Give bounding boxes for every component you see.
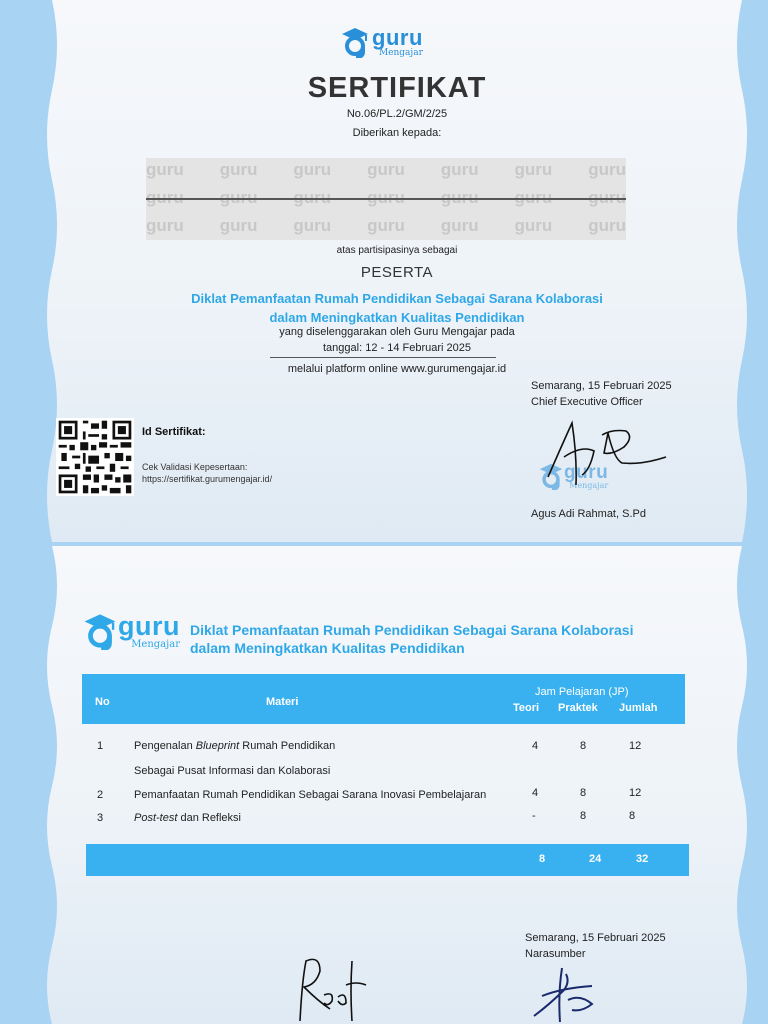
logo-subtitle: Mengajar	[131, 638, 180, 650]
row-materi-line2: Sebagai Pusat Informasi dan Kolaborasi	[134, 765, 331, 777]
given-to-label: Diberikan kepada:	[352, 127, 442, 139]
row-jumlah: 12	[629, 787, 642, 799]
course-title-line1: Diklat Pemanfaatan Rumah Pendidikan Sebagai Sarana Kolaborasi	[190, 622, 634, 638]
platform-text: melalui platform online www.gurumengajar.id	[287, 363, 507, 375]
course-title-line2: dalam Meningkatkan Kualitas Pendidikan	[190, 640, 465, 656]
header-no: No	[95, 696, 110, 708]
row-materi: Post-test dan Refleksi	[134, 812, 241, 824]
row-praktek: 8	[580, 810, 587, 822]
guru-mengajar-logo	[82, 612, 180, 650]
date-underline	[270, 357, 496, 358]
ceo-signature	[542, 415, 672, 495]
row-jumlah: 12	[629, 740, 642, 752]
guru-mengajar-logo	[340, 26, 423, 58]
sign-place-date: Semarang, 15 Februari 2025	[531, 380, 672, 392]
sign-place-date: Semarang, 15 Februari 2025	[525, 932, 666, 944]
graduation-cap-icon	[340, 26, 370, 58]
stamp-wordmark: guru	[564, 461, 609, 483]
sign-name: Agus Adi Rahmat, S.Pd	[531, 508, 646, 520]
table-header	[82, 674, 685, 724]
total-jumlah: 32	[636, 853, 649, 865]
qr-code	[56, 418, 134, 496]
row-no: 3	[97, 812, 104, 824]
table-totals	[86, 844, 689, 876]
organized-by-text: yang diselenggarakan oleh Guru Mengajar pada	[279, 326, 515, 338]
row-jumlah: 8	[629, 810, 636, 822]
name-underline	[146, 198, 626, 200]
narasumber-signature	[522, 964, 612, 1024]
graduation-cap-icon	[82, 612, 118, 650]
certificate-id-label: Id Sertifikat:	[142, 426, 206, 438]
total-teori: 8	[539, 853, 546, 865]
row-teori: 4	[532, 740, 539, 752]
participation-text: atas partisipasinya sebagai	[336, 245, 458, 256]
role-label: PESERTA	[360, 264, 434, 281]
logo-wordmark: guru	[372, 24, 423, 50]
sign-role: Chief Executive Officer	[531, 396, 643, 408]
left-signature	[290, 951, 370, 1024]
course-title-line2: dalam Meningkatkan Kualitas Pendidikan	[269, 310, 525, 325]
header-materi: Materi	[266, 696, 299, 708]
certificate-number: No.06/PL.2/GM/2/25	[346, 108, 448, 120]
wave-border-left	[42, 546, 64, 1024]
sign-role: Narasumber	[525, 948, 586, 960]
row-materi: Pemanfaatan Rumah Pendidikan Sebagai Sarana Inovasi Pembelajaran	[134, 789, 487, 801]
curriculum-page	[42, 546, 752, 1024]
row-no: 2	[97, 789, 104, 801]
row-teori: -	[532, 810, 536, 822]
wave-border-right	[730, 546, 752, 1024]
course-title-line1: Diklat Pemanfaatan Rumah Pendidikan Sebagai Sarana Kolaborasi	[191, 291, 603, 306]
certificate-page	[42, 0, 752, 542]
header-jumlah: Jumlah	[619, 702, 658, 714]
logo-wordmark: guru	[118, 610, 180, 641]
validate-label: Cek Validasi Kepesertaan:	[142, 462, 248, 472]
logo-subtitle: Mengajar	[378, 47, 423, 58]
row-praktek: 8	[580, 787, 587, 799]
row-materi: Pengenalan Blueprint Rumah Pendidikan	[134, 740, 336, 752]
header-teori: Teori	[513, 702, 540, 714]
row-teori: 4	[532, 787, 539, 799]
row-praktek: 8	[580, 740, 587, 752]
header-praktek: Praktek	[558, 702, 598, 714]
row-no: 1	[97, 740, 104, 752]
stamp-subtitle: Mengajar	[569, 480, 609, 490]
certificate-title: SERTIFIKAT	[307, 72, 487, 104]
header-jp: Jam Pelajaran (JP)	[535, 686, 629, 698]
recipient-name-redacted: guru guru guru guru guru guru guru guru guru guru guru guru guru guru	[146, 158, 626, 240]
total-praktek: 24	[589, 853, 602, 865]
validate-url[interactable]: https://sertifikat.gurumengajar.id/	[142, 474, 273, 484]
event-date: tanggal: 12 - 14 Februari 2025	[323, 342, 471, 354]
